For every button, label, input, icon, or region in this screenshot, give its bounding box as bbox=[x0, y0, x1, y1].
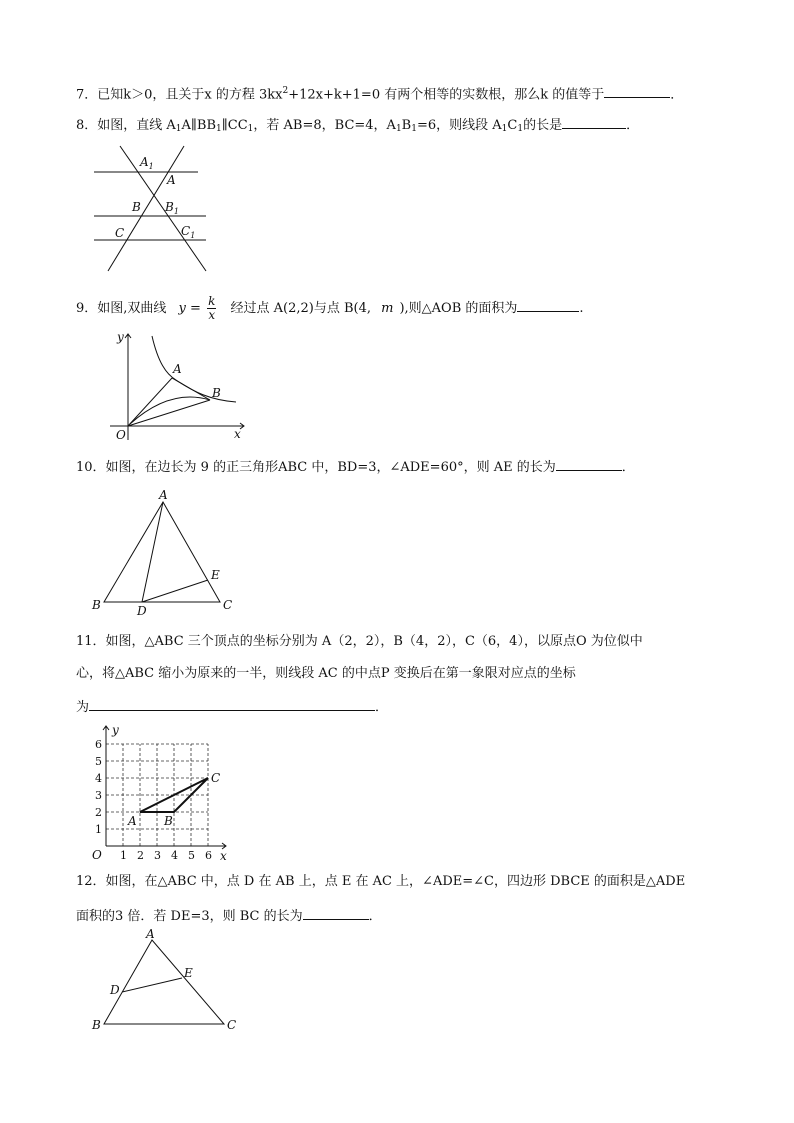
q10-answer-blank[interactable] bbox=[556, 456, 622, 471]
q8-text-8: 的长是 bbox=[523, 118, 563, 133]
q7-end: ． bbox=[670, 87, 684, 103]
segment-ad bbox=[142, 502, 163, 602]
q10-text: 10．如图，在边长为 9 的正三角形ABC 中，BD=3，∠ADE=60°，则 AE 的长为 bbox=[76, 460, 556, 475]
q10-end: ． bbox=[621, 460, 635, 475]
q11-line-2: 心，将△ABC 缩小为原来的一半，则线段 AC 的中点P 变换后在第一象限对应点的坐标 bbox=[76, 666, 576, 681]
q9-denominator: x bbox=[208, 308, 216, 322]
x-tick-label: 4 bbox=[171, 849, 178, 862]
q8-sub-3: 1 bbox=[247, 124, 254, 134]
label-o: O bbox=[92, 848, 102, 862]
label-a: A bbox=[173, 362, 182, 376]
q9-answer-blank[interactable] bbox=[517, 297, 579, 312]
q8-text-6: =6，则线段 A bbox=[416, 118, 502, 133]
x-tick-label: 2 bbox=[137, 849, 144, 862]
q9-figure bbox=[100, 328, 260, 446]
q12-figure bbox=[88, 928, 248, 1036]
segment-de bbox=[122, 978, 182, 992]
q7-text-before: 7．已知k＞0，且关于x 的方程 3kx bbox=[76, 87, 283, 103]
hyperbola-curve bbox=[152, 336, 236, 402]
y-tick-labels bbox=[95, 738, 102, 836]
q9-end: . bbox=[579, 301, 584, 316]
q11-line-1: 11．如图，△ABC 三个顶点的坐标分别为 A（2，2），B（4，2），C（6，4），以原点O 为位似中 bbox=[76, 634, 643, 649]
label-b: B bbox=[92, 598, 101, 612]
q9-m: m bbox=[381, 301, 394, 316]
x-tick-label: 1 bbox=[120, 849, 127, 862]
label-b: B bbox=[132, 200, 141, 214]
q11-figure bbox=[88, 724, 238, 866]
y-tick-label: 3 bbox=[95, 789, 102, 802]
x-tick-labels bbox=[120, 849, 212, 862]
y-tick-label: 1 bbox=[95, 823, 102, 836]
x-tick-label: 5 bbox=[188, 849, 195, 862]
q8-text-5: B bbox=[401, 118, 412, 133]
question-8 bbox=[76, 114, 639, 138]
question-11-line-2 bbox=[76, 665, 576, 683]
q9-y: y bbox=[178, 301, 186, 316]
label-a1: $A_1$ bbox=[140, 155, 154, 171]
q8-text-1: 8．如图，直线 A bbox=[76, 118, 176, 133]
label-d: D bbox=[110, 983, 120, 997]
label-b1: $B_1$ bbox=[165, 200, 179, 216]
q7-answer-blank[interactable] bbox=[604, 83, 670, 98]
label-e: E bbox=[211, 568, 220, 582]
label-a: A bbox=[167, 173, 176, 187]
q8-sub-2: 1 bbox=[216, 124, 222, 134]
q11-end: ． bbox=[375, 700, 389, 715]
label-b: B bbox=[212, 386, 221, 400]
y-tick-label: 5 bbox=[95, 755, 102, 768]
q11-line-3: 为 bbox=[76, 700, 90, 715]
label-c1: $C_1$ bbox=[181, 224, 196, 240]
q8-figure bbox=[88, 140, 218, 275]
q9-fraction bbox=[207, 295, 216, 322]
q7-text-after: +12x+k+1=0 有两个相等的实数根，那么k 的值等于 bbox=[288, 87, 605, 103]
label-c: C bbox=[223, 598, 233, 612]
label-o: O bbox=[116, 428, 126, 442]
question-12-line-1 bbox=[76, 873, 685, 891]
q12-end: ． bbox=[368, 909, 382, 924]
y-tick-label: 2 bbox=[95, 806, 102, 819]
q8-text-7: C bbox=[507, 118, 518, 133]
q9-eq: = bbox=[185, 301, 206, 316]
q8-text-3: ∥CC bbox=[221, 118, 248, 133]
q11-answer-blank[interactable] bbox=[89, 696, 375, 711]
q12-line-2: 面积的3 倍．若 DE=3，则 BC 的长为 bbox=[76, 909, 303, 924]
label-b: B bbox=[92, 1018, 101, 1032]
q8-sub-7: 1 bbox=[517, 124, 524, 134]
question-11-line-1 bbox=[76, 633, 643, 651]
label-e: E bbox=[184, 966, 193, 980]
label-a: A bbox=[146, 928, 155, 941]
x-tick-label: 6 bbox=[205, 849, 212, 862]
q10-figure bbox=[88, 486, 238, 616]
label-a: A bbox=[159, 488, 168, 502]
q12-line-1: 12．如图，在△ABC 中，点 D 在 AB 上，点 E 在 AC 上，∠ADE=∠C，四边形 DBCE 的面积是△ADE bbox=[76, 874, 686, 889]
q8-text-4: ，若 AB=8，BC=4，A bbox=[253, 118, 396, 133]
q12-answer-blank[interactable] bbox=[303, 905, 369, 920]
q8-sub-1: 1 bbox=[175, 124, 182, 134]
question-9 bbox=[76, 295, 584, 323]
question-10 bbox=[76, 456, 635, 477]
question-12-line-2 bbox=[76, 905, 382, 926]
q9-text-3: ),则△AOB 的面积为 bbox=[399, 301, 518, 316]
question-7 bbox=[76, 82, 683, 104]
segment-de bbox=[142, 580, 208, 602]
label-c: C bbox=[227, 1018, 237, 1032]
y-tick-label: 4 bbox=[95, 772, 102, 785]
q8-sub-5: 1 bbox=[411, 124, 417, 134]
q8-end: ． bbox=[626, 118, 640, 133]
q9-text-1: 9．如图,双曲线 bbox=[76, 301, 167, 316]
label-b: B bbox=[164, 814, 173, 828]
q7-exponent: 2 bbox=[282, 86, 289, 96]
coordinate-grid bbox=[106, 744, 208, 846]
label-y: y bbox=[117, 330, 124, 344]
q9-text-2: 经过点 A(2,2)与点 B(4, bbox=[230, 301, 371, 316]
label-x: x bbox=[220, 849, 227, 863]
label-d: D bbox=[137, 604, 147, 616]
question-11-line-3 bbox=[76, 696, 388, 717]
q9-numerator: k bbox=[208, 294, 216, 308]
triangle-abc bbox=[104, 502, 220, 602]
y-tick-label: 6 bbox=[95, 738, 102, 751]
x-tick-label: 3 bbox=[154, 849, 161, 862]
q8-answer-blank[interactable] bbox=[562, 114, 626, 129]
q8-text-2: A∥BB bbox=[181, 118, 217, 133]
label-y: y bbox=[112, 724, 119, 737]
label-a: A bbox=[128, 814, 137, 828]
q8-sub-4: 1 bbox=[395, 124, 402, 134]
label-c: C bbox=[211, 771, 221, 785]
label-x: x bbox=[234, 427, 241, 441]
label-c: C bbox=[115, 226, 125, 240]
q8-sub-6: 1 bbox=[501, 124, 508, 134]
